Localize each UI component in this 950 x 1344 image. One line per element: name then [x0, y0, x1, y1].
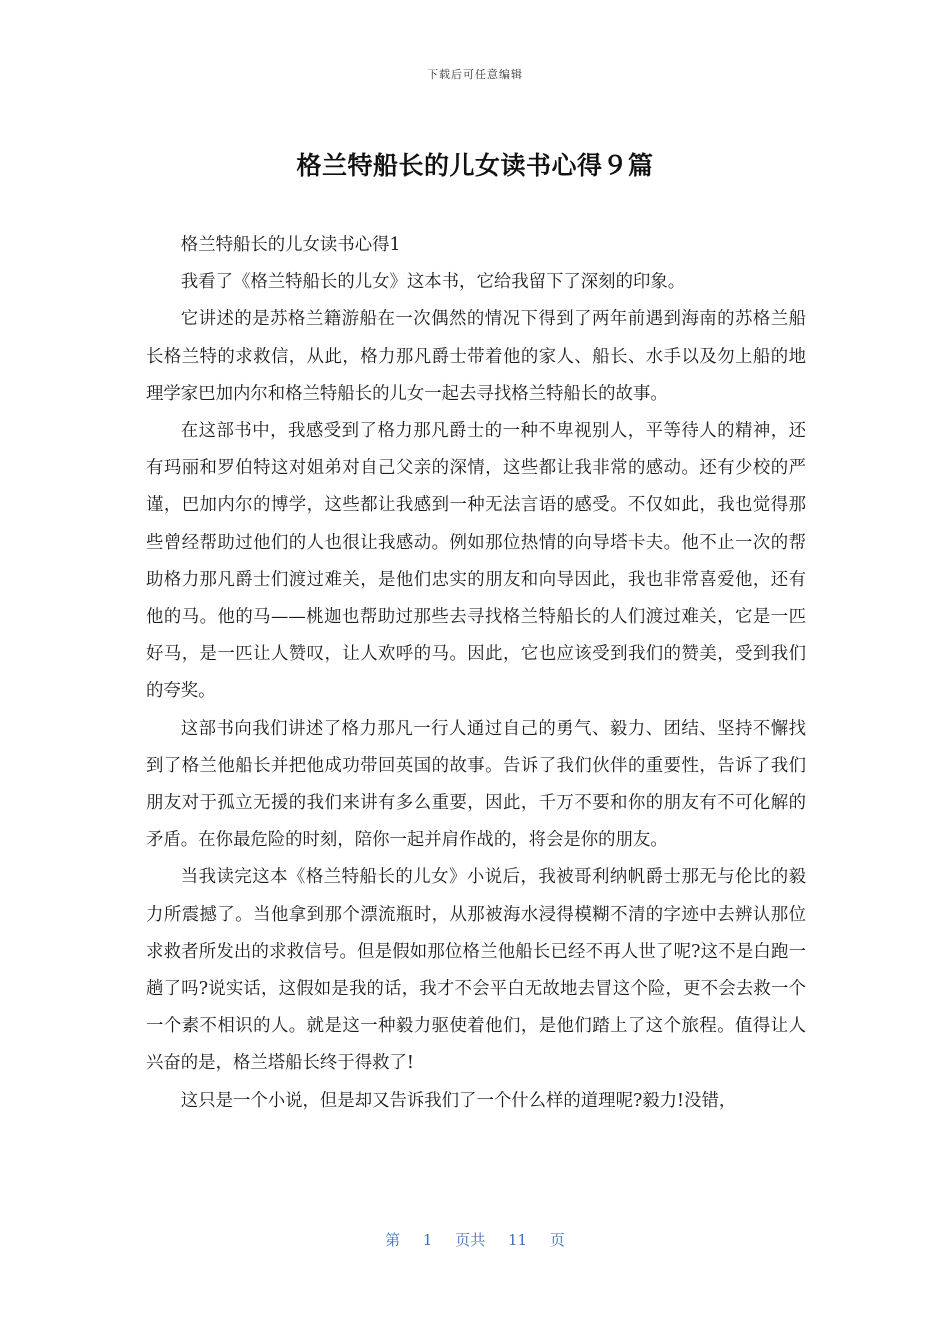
- paragraph: 我看了《格兰特船长的儿女》这本书，它给我留下了深刻的印象。: [180, 272, 686, 293]
- paragraph: 在这部书中，我感受到了格力那凡爵士的一种不卑视别人，平等待人的精神，还有玛丽和罗伯特这对姐弟对自己父亲的深情，这些都让我非常的感动。还有少校的严谨，巴加内尔的博学，这些都让我感到一种无法言语的感受。不仅如此，我也觉得那些曾经帮助过他们的人也很让我感动。例如那位热情的向导塔卡夫。他不止一次的帮助格力那凡爵士们渡过难关，是他们忠实的朋友和向导因此，我也非常喜爱他，还有他的马。他的马——桃迦也帮助过那些去寻找格兰特船长的人们渡过难关，它是一匹好马，是一匹让人赞叹，让人欢呼的马。因此，它也应该受到我们的赞美，受到我们的夸奖。: [146, 421, 806, 702]
- footer-middle: 页共: [455, 1231, 486, 1249]
- document-title: 格兰特船长的儿女读书心得９篇: [296, 151, 654, 180]
- paragraph: 这只是一个小说，但是却又告诉我们了一个什么样的道理呢?毅力!没错，: [180, 1090, 737, 1111]
- footer-page-number: 1: [422, 1231, 433, 1249]
- page-footer: [0, 1229, 950, 1250]
- paragraph: 当我读完这本《格兰特船长的儿女》小说后，我被哥利纳帆爵士那无与伦比的毅力所震撼了。当他拿到那个漂流瓶时，从那被海水浸得模糊不清的字迹中去辨认那位求救者所发出的求救信号。但是假如那位格兰他船长已经不再人世了呢?这不是白跑一趟了吗?说实话，这假如是我的话，我才不会平白无故地去冒这个险，更不会去救一个一个素不相识的人。就是这一种毅力驱使着他们，是他们踏上了这个旅程。值得让人兴奋的是，格兰塔船长终于得救了!: [146, 867, 806, 1074]
- section-heading: 格兰特船长的儿女读书心得1: [180, 235, 401, 255]
- paragraph: 它讲述的是苏格兰籍游船在一次偶然的情况下得到了两年前遇到海南的苏格兰船长格兰特的求救信，从此，格力那凡爵士带着他的家人、船长、水手以及勿上船的地理学家巴加内尔和格兰特船长的儿女一起去寻找格兰特船长的故事。: [146, 309, 806, 404]
- document-body: [146, 227, 806, 1120]
- footer-suffix: 页: [549, 1231, 565, 1249]
- header-note: 下载后可任意编辑: [427, 68, 523, 81]
- footer-total-pages: 11: [508, 1231, 528, 1249]
- footer-prefix: 第: [385, 1231, 401, 1249]
- paragraph: 这部书向我们讲述了格力那凡一行人通过自己的勇气、毅力、团结、坚持不懈找到了格兰他船长并把他成功带回英国的故事。告诉了我们伙伴的重要性，告诉了我们朋友对于孤立无援的我们来讲有多么重要，因此，千万不要和你的朋友有不可化解的矛盾。在你最危险的时刻，陪你一起并肩作战的，将会是你的朋友。: [146, 718, 806, 851]
